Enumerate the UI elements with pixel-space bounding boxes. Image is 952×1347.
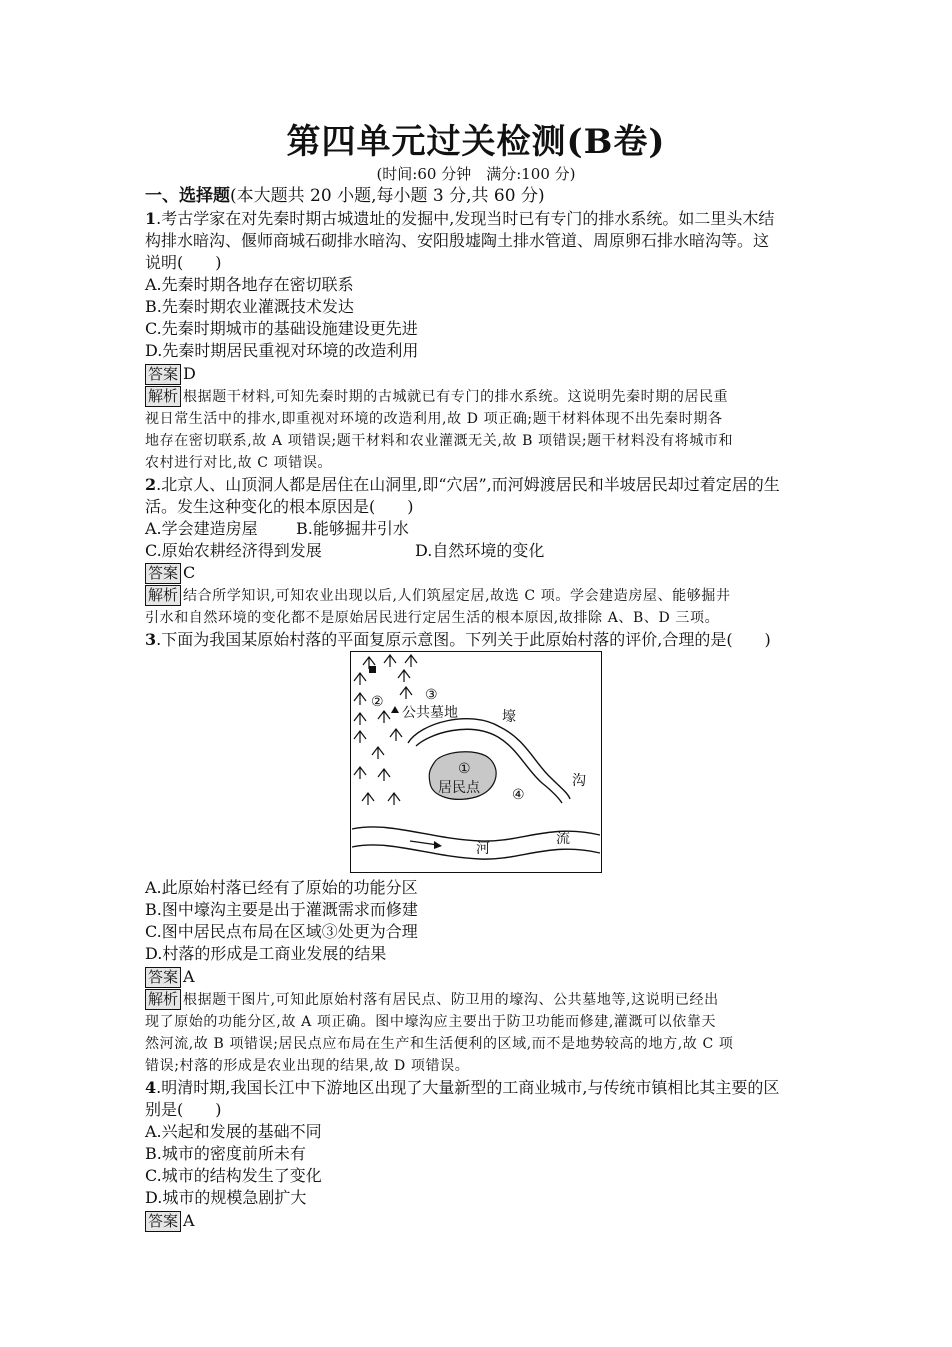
q1-stem-line-2: 构排水暗沟、偃师商城石砌排水暗沟、安阳殷墟陶土排水管道、周原卵石排水暗沟等。这	[145, 231, 770, 250]
q2-option-a: A.学会建造房屋	[145, 519, 258, 538]
q2-answer-value: C	[183, 563, 196, 582]
q2-number: 2	[145, 475, 157, 494]
q2-analysis-line-2: 引水和自然环境的变化都不是原始居民进行定居生活的根本原因,故排除 A、B、D 三项。	[145, 610, 720, 626]
q2-stem-line-2: 活。发生这种变化的根本原因是( )	[145, 497, 414, 516]
q1-stem-line-1	[145, 208, 774, 230]
village-map	[350, 651, 602, 873]
section-heading	[145, 185, 545, 207]
q4-option-c: C.城市的结构发生了变化	[145, 1166, 322, 1185]
map-label-area-1: ①	[458, 761, 471, 777]
analysis-tag: 解析	[145, 585, 181, 606]
q1-number: 1	[145, 209, 157, 228]
map-label-residence: 居民点	[438, 780, 480, 796]
map-label-river-2: 流	[556, 831, 570, 847]
map-label-moat-2: 沟	[572, 773, 586, 789]
q4-stem-text: .明清时期,我国长江中下游地区出现了大量新型的工商业城市,与传统市镇相比其主要的区	[156, 1078, 780, 1097]
answer-tag: 答案	[145, 364, 181, 385]
q4-option-b: B.城市的密度前所未有	[145, 1144, 306, 1163]
answer-tag: 答案	[145, 1211, 181, 1232]
q2-analysis-line-1	[145, 585, 731, 607]
exam-time-score: (时间:60 分钟 满分:100 分)	[376, 165, 576, 183]
q2-option-b: B.能够掘井引水	[296, 519, 409, 538]
q3-stem-line-1	[145, 629, 771, 651]
map-label-area-2: ②	[371, 694, 384, 710]
map-label-area-3: ③	[425, 687, 438, 703]
q2-analysis-text: 结合所学知识,可知农业出现以后,人们筑屋定居,故选 C 项。学会建造房屋、能够掘井	[183, 588, 731, 604]
q1-stem-text: .考古学家在对先秦时期古城遗址的发掘中,发现当时已有专门的排水系统。如二里头木结	[156, 209, 775, 228]
q1-option-b: B.先秦时期农业灌溉技术发达	[145, 297, 354, 316]
village-map-figure	[350, 651, 602, 873]
q4-stem-line-2: 别是( )	[145, 1100, 222, 1119]
analysis-tag: 解析	[145, 386, 181, 407]
q3-option-d: D.村落的形成是工商业发展的结果	[145, 944, 387, 963]
q3-option-b: B.图中壕沟主要是出于灌溉需求而修建	[145, 900, 418, 919]
q1-option-a: A.先秦时期各地存在密切联系	[145, 275, 354, 294]
q4-number: 4	[145, 1078, 157, 1097]
answer-tag: 答案	[145, 967, 181, 988]
q4-answer-value: A	[183, 1211, 195, 1230]
section-instructions: (本大题共 20 小题,每小题 3 分,共 60 分)	[230, 186, 545, 206]
section-label: 一、选择题	[145, 186, 230, 206]
q2-answer	[145, 562, 195, 584]
q3-analysis-line-2: 现了原始的功能分区,故 A 项正确。图中壕沟应主要出于防卫功能而修建,灌溉可以依靠天	[145, 1014, 717, 1030]
q1-stem-line-3: 说明( )	[145, 253, 222, 272]
q1-analysis-line-4: 农村进行对比,故 C 项错误。	[145, 455, 333, 471]
q3-answer-value: A	[183, 967, 195, 986]
map-label-river-1: 河	[476, 841, 490, 857]
q3-option-c: C.图中居民点布局在区域③处更为合理	[145, 922, 418, 941]
q4-answer	[145, 1210, 195, 1232]
q3-analysis-line-4: 错误;村落的形成是农业出现的结果,故 D 项错误。	[145, 1058, 470, 1074]
q3-answer	[145, 966, 195, 988]
q2-option-d: D.自然环境的变化	[415, 541, 545, 560]
page-title: 第四单元过关检测(B卷)	[286, 122, 666, 162]
q1-option-c: C.先秦时期城市的基础设施建设更先进	[145, 319, 418, 338]
q3-analysis-line-1	[145, 989, 719, 1011]
analysis-tag: 解析	[145, 989, 181, 1010]
q4-option-d: D.城市的规模急剧扩大	[145, 1188, 307, 1207]
q1-analysis-line-2: 视日常生活中的排水,即重视对环境的改造利用,故 D 项正确;题干材料体现不出先秦时期各	[145, 411, 723, 427]
q2-stem-line-1	[145, 474, 780, 496]
q3-stem-text: .下面为我国某原始村落的平面复原示意图。下列关于此原始村落的评价,合理的是( )	[156, 630, 771, 649]
building-marker	[369, 666, 376, 673]
answer-tag: 答案	[145, 563, 181, 584]
q1-answer	[145, 363, 196, 385]
q1-analysis-line-3: 地存在密切联系,故 A 项错误;题干材料和农业灌溉无关,故 B 项错误;题干材料没有将城市和	[145, 433, 734, 449]
map-label-cemetery: 公共墓地	[402, 705, 458, 721]
q2-stem-text: .北京人、山顶洞人都是居住在山洞里,即“穴居”,而河姆渡居民和半坡居民却过着定居的生	[156, 475, 780, 494]
q3-analysis-text: 根据题干图片,可知此原始村落有居民点、防卫用的壕沟、公共墓地等,这说明已经出	[183, 992, 719, 1008]
q4-stem-line-1	[145, 1077, 779, 1099]
map-label-area-4: ④	[512, 787, 525, 803]
q3-analysis-line-3: 然河流,故 B 项错误;居民点应布局在生产和生活便利的区域,而不是地势较高的地方,故 C 项	[145, 1036, 734, 1052]
q1-option-d: D.先秦时期居民重视对环境的改造利用	[145, 341, 419, 360]
q4-option-a: A.兴起和发展的基础不同	[145, 1122, 322, 1141]
q1-answer-value: D	[183, 364, 196, 383]
q3-option-a: A.此原始村落已经有了原始的功能分区	[145, 878, 418, 897]
map-label-moat-1: 壕	[502, 709, 516, 725]
q1-analysis-line-1	[145, 386, 728, 408]
q2-option-c: C.原始农耕经济得到发展	[145, 541, 322, 560]
q3-number: 3	[145, 630, 157, 649]
q1-analysis-text: 根据题干材料,可知先秦时期的古城就已有专门的排水系统。这说明先秦时期的居民重	[183, 389, 729, 405]
